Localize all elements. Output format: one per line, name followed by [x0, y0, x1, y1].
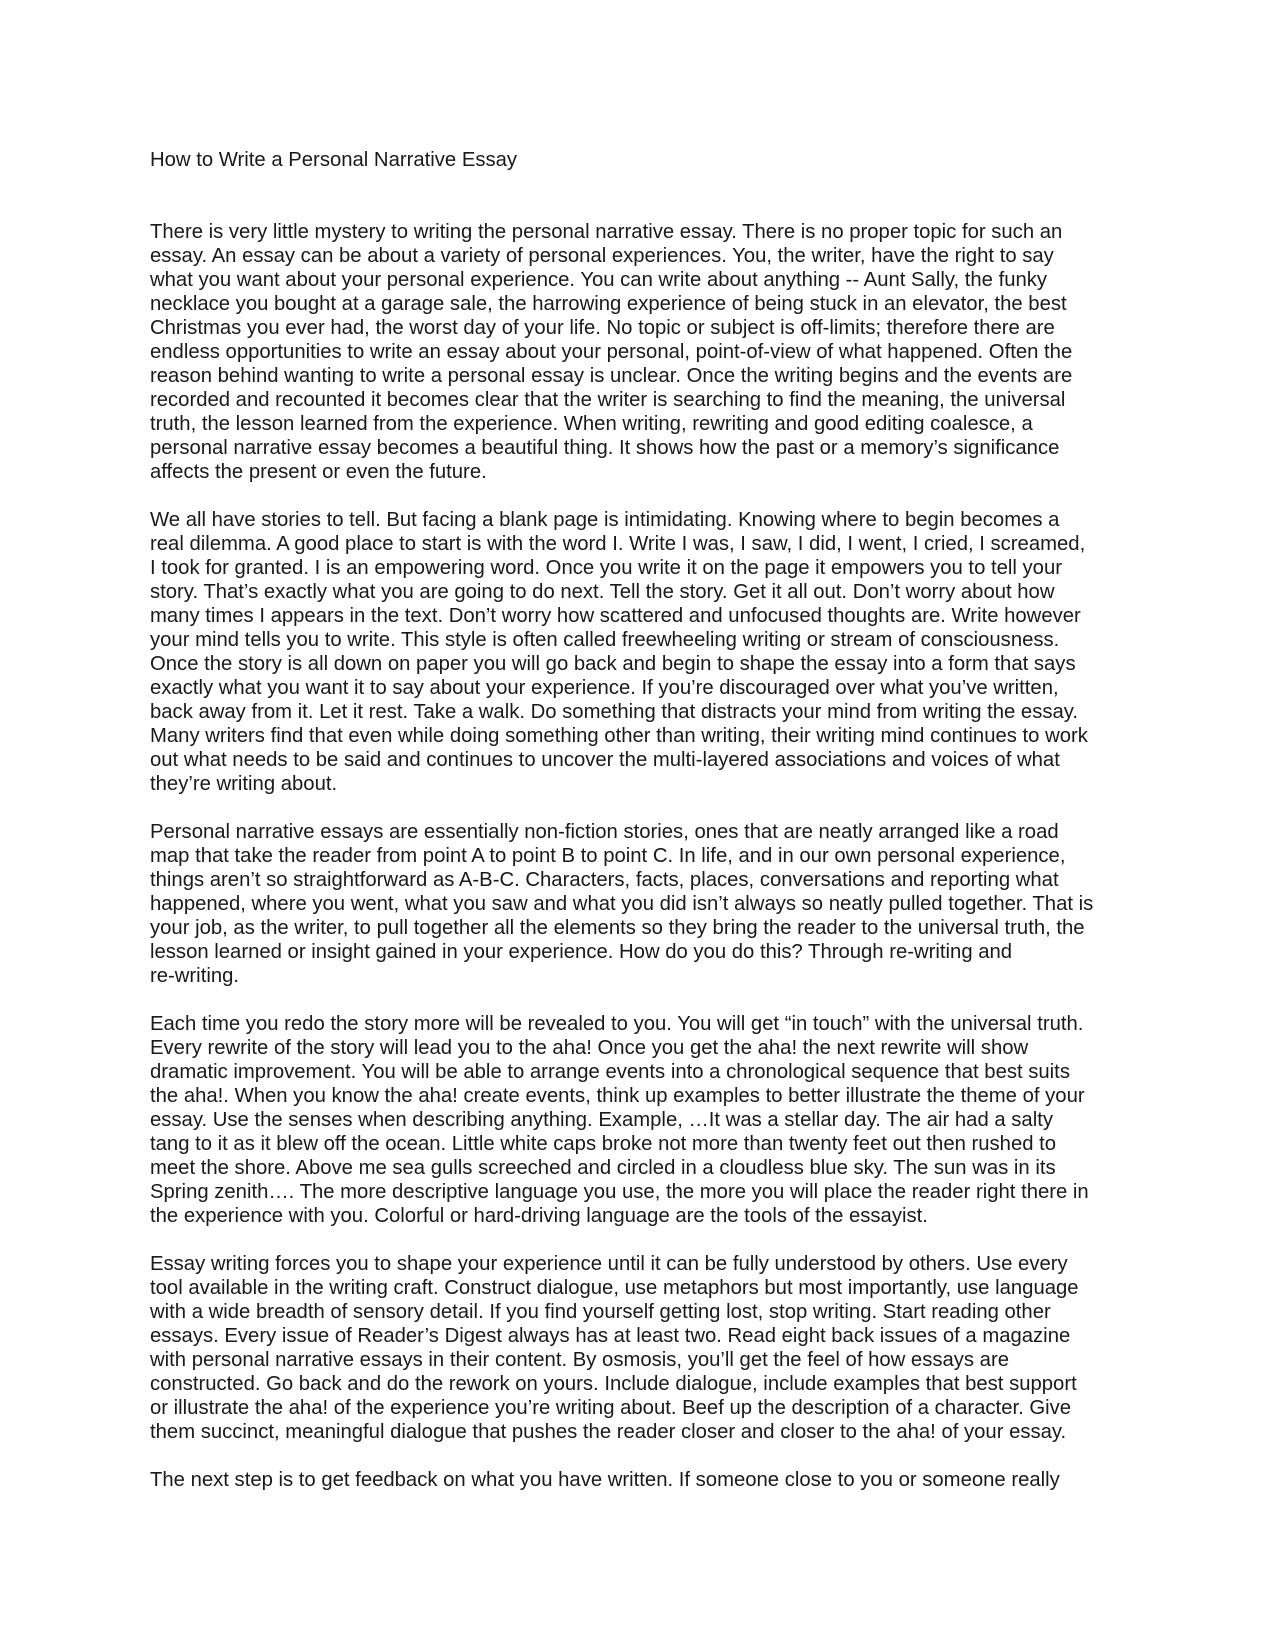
text-line: your job, as the writer, to pull together all the elements so they bring the reader to the universal truth, the — [150, 917, 1085, 939]
text-line: essay. An essay can be about a variety of personal experiences. You, the writer, have the right to say — [150, 245, 1054, 267]
text-line: many times I appears in the text. Don’t worry how scattered and unfocused thoughts are. Write however — [150, 605, 1081, 627]
text-line: story. That’s exactly what you are going to do next. Tell the story. Get it all out. Don’t worry about how — [150, 581, 1055, 603]
text-line: real dilemma. A good place to start is with the word I. Write I was, I saw, I did, I went, I cried, I screamed, — [150, 533, 1086, 555]
text-line: with a wide breadth of sensory detail. If you find yourself getting lost, stop writing. Start reading other — [150, 1301, 1051, 1323]
paragraph-6 — [150, 1468, 1130, 1492]
text-line: Spring zenith…. The more descriptive language you use, the more you will place the reader right there in — [150, 1181, 1089, 1203]
text-line: the aha!. When you know the aha! create events, think up examples to better illustrate the theme of your — [150, 1085, 1085, 1107]
text-line: they’re writing about. — [150, 773, 338, 795]
document-title: How to Write a Personal Narrative Essay — [150, 149, 518, 171]
text-line: There is very little mystery to writing the personal narrative essay. There is no proper topic for such an — [150, 221, 1063, 243]
text-line: personal narrative essay becomes a beautiful thing. It shows how the past or a memory’s significance — [150, 437, 1060, 459]
text-line: them succinct, meaningful dialogue that pushes the reader closer and closer to the aha! of your essay. — [150, 1421, 1067, 1443]
text-line: The next step is to get feedback on what you have written. If someone close to you or someone really — [150, 1469, 1060, 1491]
text-line: recorded and recounted it becomes clear that the writer is searching to find the meaning, the universal — [150, 389, 1066, 411]
paragraph-5 — [150, 1252, 1130, 1444]
text-line: meet the shore. Above me sea gulls screeched and circled in a cloudless blue sky. The sun was in its — [150, 1157, 1056, 1179]
text-line: Once the story is all down on paper you will go back and begin to shape the essay into a form that says — [150, 653, 1076, 675]
paragraph-3 — [150, 820, 1130, 988]
text-line: back away from it. Let it rest. Take a walk. Do something that distracts your mind from writing the essay. — [150, 701, 1079, 723]
text-line: tang to it as it blew off the ocean. Little white caps broke not more than twenty feet out then rushed to — [150, 1133, 1057, 1155]
text-line: Every rewrite of the story will lead you to the aha! Once you get the aha! the next rewrite will show — [150, 1037, 1029, 1059]
text-line: constructed. Go back and do the rework on yours. Include dialogue, include examples that best support — [150, 1373, 1077, 1395]
text-line: Essay writing forces you to shape your experience until it can be fully understood by others. Use every — [150, 1253, 1068, 1275]
text-line: I took for granted. I is an empowering word. Once you write it on the page it empowers you to tell your — [150, 557, 1062, 579]
paragraph-4 — [150, 1012, 1130, 1228]
text-line: exactly what you want it to say about your experience. If you’re discouraged over what you’ve written, — [150, 677, 1059, 699]
text-line: things aren’t so straightforward as A-B-C. Characters, facts, places, conversations and reporting what — [150, 869, 1059, 891]
text-line: affects the present or even the future. — [150, 461, 487, 483]
paragraph-2 — [150, 508, 1130, 796]
text-line: tool available in the writing craft. Construct dialogue, use metaphors but most importantly, use language — [150, 1277, 1079, 1299]
text-line: endless opportunities to write an essay about your personal, point-of-view of what happened. Often the — [150, 341, 1073, 363]
text-line: out what needs to be said and continues to uncover the multi-layered associations and voices of what — [150, 749, 1060, 771]
document-body — [150, 148, 1130, 1516]
text-line: with personal narrative essays in their content. By osmosis, you’ll get the feel of how essays are — [150, 1349, 1009, 1371]
text-line: happened, where you went, what you saw and what you did isn’t always so neatly pulled together. That is — [150, 893, 1094, 915]
text-line: reason behind wanting to write a personal essay is unclear. Once the writing begins and the events are — [150, 365, 1073, 387]
text-line: essays. Every issue of Reader’s Digest always has at least two. Read eight back issues of a magazine — [150, 1325, 1071, 1347]
text-line: Christmas you ever had, the worst day of your life. No topic or subject is off-limits; therefore there are — [150, 317, 1055, 339]
text-line: We all have stories to tell. But facing a blank page is intimidating. Knowing where to begin becomes a — [150, 509, 1060, 531]
text-line: the experience with you. Colorful or hard-driving language are the tools of the essayist. — [150, 1205, 928, 1227]
text-line: Many writers find that even while doing something other than writing, their writing mind continues to work — [150, 725, 1088, 747]
text-line: or illustrate the aha! of the experience you’re writing about. Beef up the description of a character. Give — [150, 1397, 1072, 1419]
text-line: map that take the reader from point A to point B to point C. In life, and in our own personal experience, — [150, 845, 1066, 867]
text-line: re-writing. — [150, 965, 240, 987]
text-line: dramatic improvement. You will be able to arrange events into a chronological sequence that best suits — [150, 1061, 1070, 1083]
text-line: essay. Use the senses when describing anything. Example, …It was a stellar day. The air had a salty — [150, 1109, 1053, 1131]
text-line: Each time you redo the story more will be revealed to you. You will get “in touch” with the universal truth. — [150, 1013, 1084, 1035]
text-line: what you want about your personal experience. You can write about anything -- Aunt Sally, the funky — [150, 269, 1048, 291]
text-line: lesson learned or insight gained in your experience. How do you do this? Through re-writing and — [150, 941, 1013, 963]
paragraph-1 — [150, 220, 1130, 484]
text-line: your mind tells you to write. This style is often called freewheeling writing or stream of consciousness. — [150, 629, 1060, 651]
text-line: necklace you bought at a garage sale, the harrowing experience of being stuck in an elevator, the best — [150, 293, 1067, 315]
text-line: truth, the lesson learned from the experience. When writing, rewriting and good editing coalesce, a — [150, 413, 1033, 435]
text-line: Personal narrative essays are essentially non-fiction stories, ones that are neatly arranged like a road — [150, 821, 1059, 843]
